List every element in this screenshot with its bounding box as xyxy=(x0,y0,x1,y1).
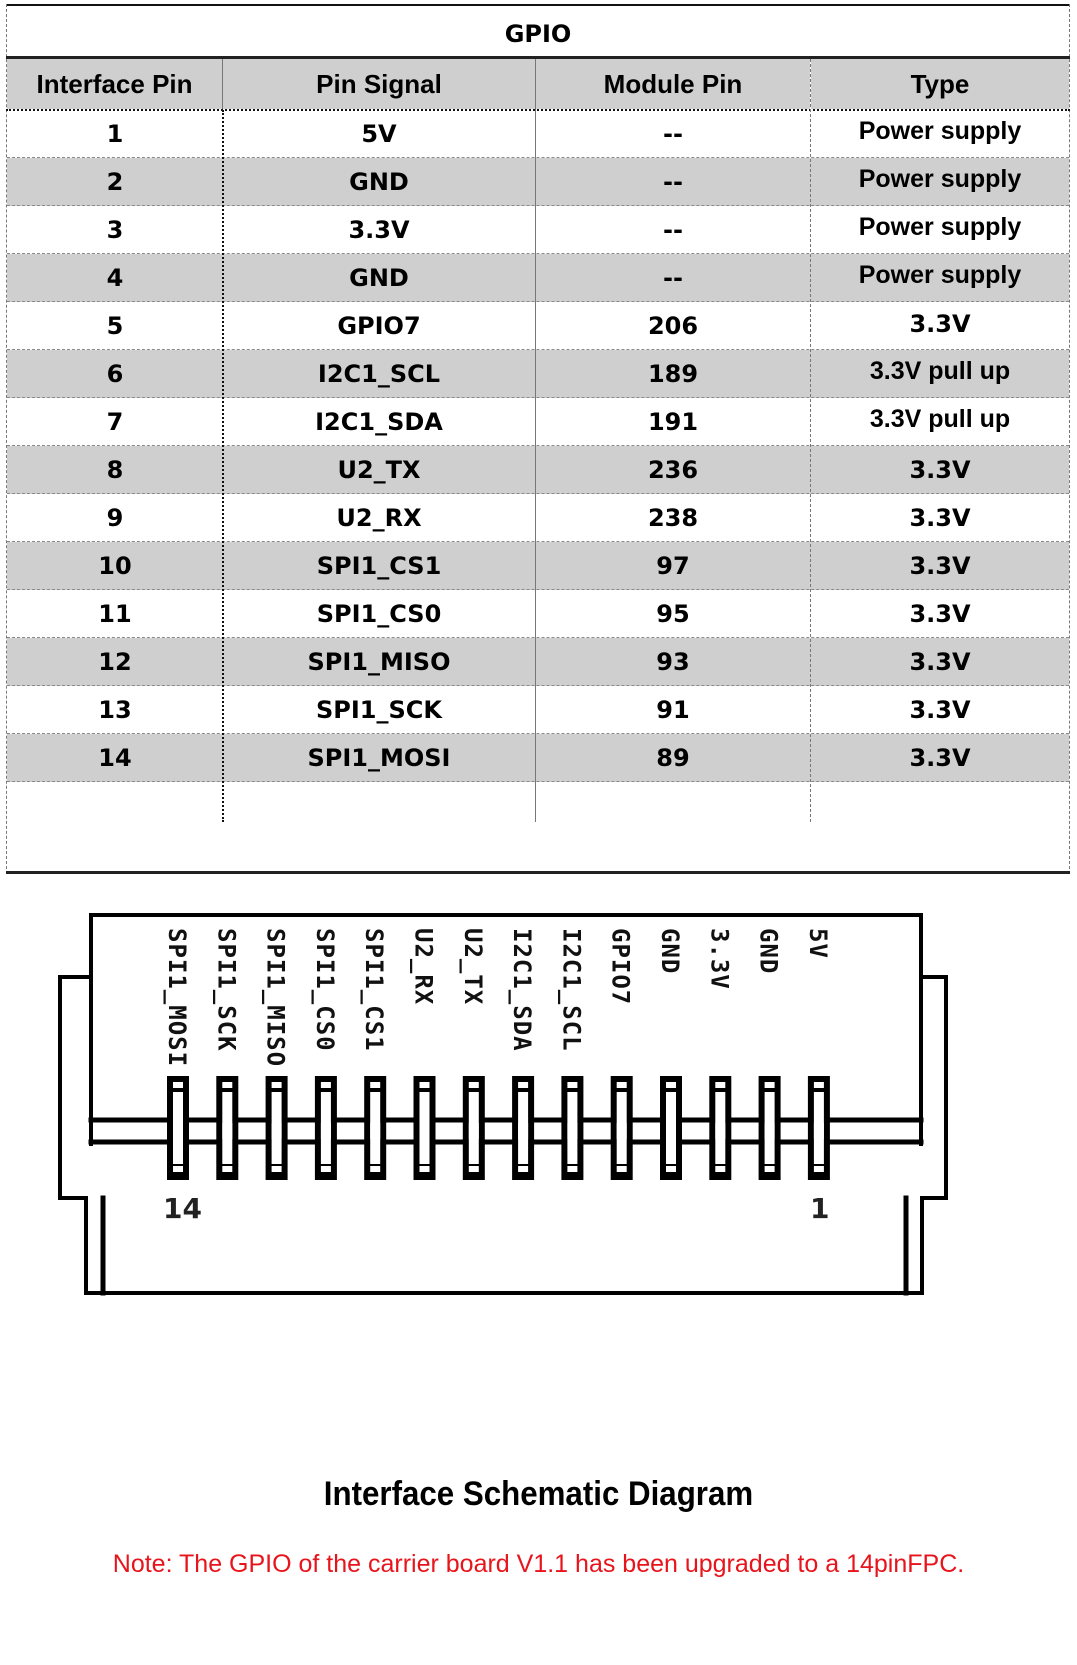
connector-pin-cap xyxy=(617,1166,627,1172)
connector-schematic xyxy=(0,880,1077,1400)
cell-interface-pin: 3 xyxy=(106,215,124,244)
pin-label: U2_TX xyxy=(458,928,487,1006)
cell-type: Power supply xyxy=(858,213,1022,241)
cell-module-pin: 236 xyxy=(647,455,699,484)
pin-label: SPI1_CS1 xyxy=(360,928,389,1052)
connector-pin-cap xyxy=(666,1166,676,1172)
connector-pin-cap xyxy=(715,1166,725,1172)
cell-module-pin: 93 xyxy=(656,647,690,676)
upgrade-note: Note: The GPIO of the carrier board V1.1 has been upgraded to a 14pinFPC. xyxy=(112,1550,965,1578)
cell-type: 3.3V pull up xyxy=(869,405,1011,433)
table-bottom-border xyxy=(6,871,1070,874)
cell-pin-signal: 3.3V xyxy=(348,215,410,244)
cell-interface-pin: 14 xyxy=(98,743,132,772)
cell-pin-signal: GND xyxy=(349,263,409,292)
cell-module-pin: -- xyxy=(663,119,683,148)
table-row xyxy=(7,542,1069,590)
cell-type: 3.3V xyxy=(909,647,971,676)
cell-pin-signal: GPIO7 xyxy=(337,311,421,340)
table-row xyxy=(7,686,1069,734)
pin-label: SPI1_MISO xyxy=(261,928,290,1068)
connector-pin-cap xyxy=(518,1166,528,1172)
rail-gap xyxy=(420,1123,430,1139)
connector-pin-cap xyxy=(765,1082,775,1088)
pin-label: GND xyxy=(656,928,684,975)
pin-label: SPI1_CS0 xyxy=(310,928,339,1052)
table-row xyxy=(7,350,1069,398)
cell-interface-pin: 10 xyxy=(98,551,132,580)
cell-interface-pin: 5 xyxy=(106,311,124,340)
cell-pin-signal: SPI1_SCK xyxy=(316,695,442,724)
cell-type: 3.3V xyxy=(909,743,971,772)
cell-type: Power supply xyxy=(858,117,1022,145)
table-row xyxy=(7,398,1069,446)
cell-interface-pin: 2 xyxy=(106,167,124,196)
rail-gap xyxy=(567,1123,577,1139)
cell-type: 3.3V xyxy=(909,503,971,532)
connector-pin-cap xyxy=(469,1082,479,1088)
table-row xyxy=(7,446,1069,494)
connector-pin-cap xyxy=(321,1166,331,1172)
cell-pin-signal: 5V xyxy=(361,119,397,148)
pin-label: GPIO7 xyxy=(606,928,635,1006)
cell-type: Power supply xyxy=(858,261,1022,289)
connector-pin-cap xyxy=(567,1082,577,1088)
cell-interface-pin: 1 xyxy=(106,119,124,148)
cell-module-pin: -- xyxy=(663,263,683,292)
connector-pin-cap xyxy=(173,1082,183,1088)
table-row xyxy=(7,206,1069,254)
cell-interface-pin: 6 xyxy=(106,359,124,388)
connector-pin-cap xyxy=(222,1166,232,1172)
cell-type: 3.3V xyxy=(909,455,971,484)
cell-pin-signal: SPI1_CS0 xyxy=(316,599,442,628)
cell-interface-pin: 4 xyxy=(106,263,124,292)
pin-label: I2C1_SCL xyxy=(557,928,586,1052)
column-divider xyxy=(535,59,536,822)
cell-type: 3.3V xyxy=(909,599,971,628)
cell-type: 3.3V pull up xyxy=(869,357,1011,385)
pin-label: I2C1_SDA xyxy=(508,928,537,1052)
connector-pin-cap xyxy=(420,1166,430,1172)
cell-pin-signal: I2C1_SCL xyxy=(317,359,441,388)
rail-gap xyxy=(321,1123,331,1139)
cell-type: 3.3V xyxy=(909,551,971,580)
rail-gap xyxy=(666,1123,676,1139)
connector-pin-cap xyxy=(173,1166,183,1172)
connector-pin-cap xyxy=(420,1082,430,1088)
connector-pin-cap xyxy=(765,1166,775,1172)
cell-module-pin: 91 xyxy=(656,695,690,724)
table-row xyxy=(7,590,1069,638)
pin-label: SPI1_MOSI xyxy=(163,928,191,1068)
cell-module-pin: 191 xyxy=(647,407,699,436)
rail-gap xyxy=(814,1123,824,1139)
cell-module-pin: 189 xyxy=(647,359,699,388)
cell-type: Power supply xyxy=(858,165,1022,193)
column-divider xyxy=(222,110,224,822)
pin-label: 3.3V xyxy=(705,928,734,990)
pin-number-1: 1 xyxy=(810,1192,830,1225)
connector-pin-cap xyxy=(370,1082,380,1088)
cell-pin-signal: SPI1_CS1 xyxy=(316,551,442,580)
rail-gap xyxy=(518,1123,528,1139)
rail-gap xyxy=(173,1123,183,1139)
column-divider xyxy=(222,59,223,109)
table-row xyxy=(7,494,1069,542)
table-row xyxy=(7,734,1069,782)
cell-type: 3.3V xyxy=(909,309,971,338)
cell-pin-signal: U2_TX xyxy=(337,455,421,484)
cell-interface-pin: 7 xyxy=(106,407,124,436)
connector-pin-cap xyxy=(272,1082,282,1088)
pin-label: 5V xyxy=(803,928,832,959)
connector-pin-cap xyxy=(617,1082,627,1088)
connector-pin-cap xyxy=(370,1166,380,1172)
rail-gap xyxy=(222,1123,232,1139)
header-pin-signal: Pin Signal xyxy=(223,59,535,109)
cell-module-pin: 238 xyxy=(647,503,699,532)
rail-gap xyxy=(469,1123,479,1139)
cell-pin-signal: SPI1_MOSI xyxy=(307,743,451,772)
cell-module-pin: 206 xyxy=(647,311,699,340)
pin-label: U2_RX xyxy=(409,928,438,1006)
header-type: Type xyxy=(811,59,1069,109)
diagram-caption: Interface Schematic Diagram xyxy=(323,1475,754,1513)
column-divider xyxy=(810,59,811,822)
connector-pin-cap xyxy=(222,1082,232,1088)
cell-interface-pin: 11 xyxy=(98,599,132,628)
cell-pin-signal: U2_RX xyxy=(336,503,422,532)
table-row xyxy=(7,302,1069,350)
table-row xyxy=(7,110,1069,158)
table-row xyxy=(7,638,1069,686)
connector-pin-cap xyxy=(715,1082,725,1088)
rail-gap xyxy=(617,1123,627,1139)
empty-row xyxy=(7,822,1069,871)
connector-pin-cap xyxy=(518,1082,528,1088)
connector-pin-cap xyxy=(666,1082,676,1088)
header-interface-pin: Interface Pin xyxy=(7,59,222,109)
connector-pin-cap xyxy=(814,1166,824,1172)
cell-type: 3.3V xyxy=(909,695,971,724)
cell-module-pin: 97 xyxy=(656,551,690,580)
cell-interface-pin: 8 xyxy=(106,455,124,484)
table-right-border xyxy=(1069,4,1071,874)
pin-label: SPI1_SCK xyxy=(212,928,241,1052)
table-title: GPIO xyxy=(504,20,572,48)
header-module-pin: Module Pin xyxy=(536,59,810,109)
rail-gap xyxy=(272,1123,282,1139)
pin-label: GND xyxy=(754,928,783,975)
rail-gap xyxy=(765,1123,775,1139)
cell-module-pin: 89 xyxy=(656,743,690,772)
cell-interface-pin: 9 xyxy=(106,503,124,532)
cell-module-pin: 95 xyxy=(656,599,690,628)
connector-pin-cap xyxy=(814,1082,824,1088)
cell-pin-signal: I2C1_SDA xyxy=(315,407,443,436)
rail-gap xyxy=(715,1123,725,1139)
rail-gap xyxy=(370,1123,380,1139)
connector-pin-cap xyxy=(567,1166,577,1172)
pin-number-14: 14 xyxy=(163,1192,202,1225)
connector-pin-cap xyxy=(272,1166,282,1172)
cell-module-pin: -- xyxy=(663,215,683,244)
table-row xyxy=(7,254,1069,302)
cell-interface-pin: 13 xyxy=(98,695,132,724)
connector-pin-cap xyxy=(469,1166,479,1172)
connector-drawing xyxy=(0,880,1077,1400)
cell-pin-signal: GND xyxy=(349,167,409,196)
cell-pin-signal: SPI1_MISO xyxy=(307,647,451,676)
cell-interface-pin: 12 xyxy=(98,647,132,676)
cell-module-pin: -- xyxy=(663,167,683,196)
connector-pin-cap xyxy=(321,1082,331,1088)
table-row xyxy=(7,158,1069,206)
